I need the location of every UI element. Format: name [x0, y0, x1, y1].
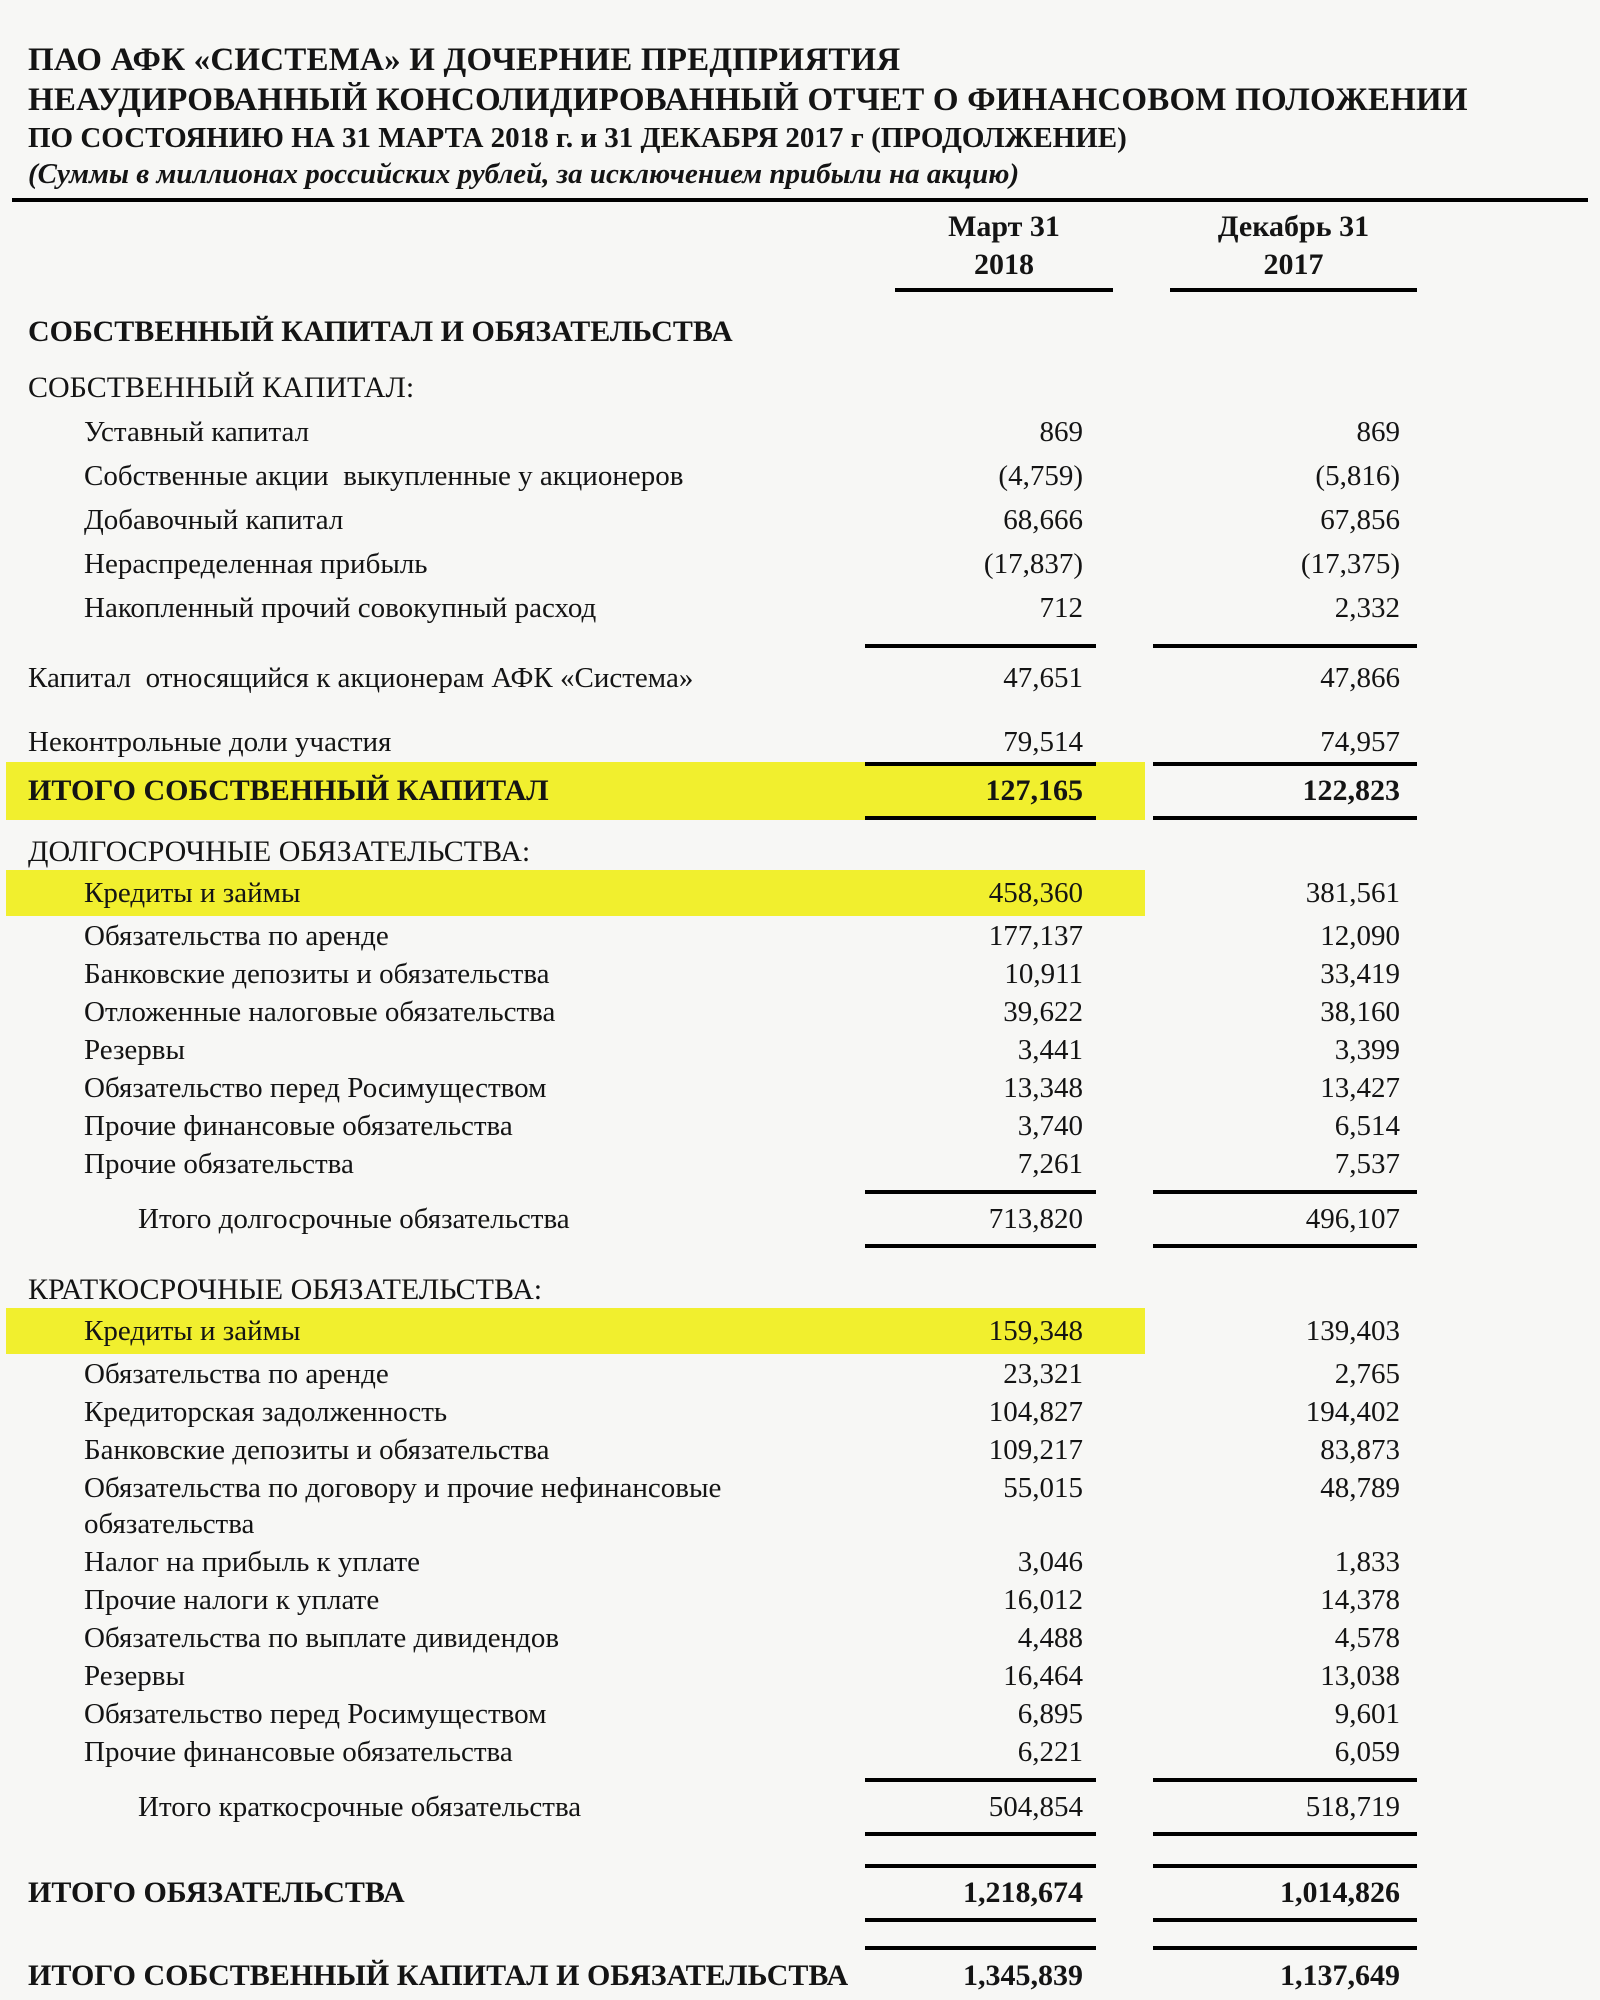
value-2018: 13,348: [1003, 1072, 1083, 1104]
column-header-dec-2017: [1170, 208, 1417, 292]
value-2017: 33,419: [1320, 958, 1400, 990]
value-2018: [865, 370, 1096, 406]
table-row: [0, 1432, 1600, 1468]
table-row: [0, 414, 1600, 450]
value-2017: 139,403: [1305, 1315, 1400, 1347]
row-label: Капитал относящийся к акционерам АФК «Система»: [28, 662, 694, 694]
value-2018: 3,740: [1017, 1110, 1083, 1142]
value-2018: 1,218,674: [865, 1864, 1096, 1922]
value-2017: 38,160: [1320, 996, 1400, 1028]
value-2017: [1153, 314, 1417, 350]
row-label: Кредиты и займы: [84, 1315, 301, 1347]
table-row: [0, 644, 1600, 696]
value-2018: 1,345,839: [865, 1946, 1096, 2000]
value-2018: [865, 834, 1096, 870]
value-2018: 39,622: [1003, 996, 1083, 1028]
table-row: [0, 502, 1600, 538]
row-label: СОБСТВЕННЫЙ КАПИТАЛ:: [28, 371, 415, 404]
table-row: [0, 1946, 1600, 2000]
row-label: Обязательства по аренде: [84, 920, 389, 952]
table-row: [0, 918, 1600, 954]
value-2018: [865, 314, 1096, 350]
value-2018: 713,820: [865, 1190, 1096, 1248]
table-row: [0, 314, 1600, 350]
value-2017: 74,957: [1320, 726, 1400, 758]
table-row: [0, 590, 1600, 626]
statement-dates: ПО СОСТОЯНИЮ НА 31 МАРТА 2018 г. и 31 ДЕКАБРЯ 2017 г (ПРОДОЛЖЕНИЕ): [28, 122, 1127, 154]
row-label: Прочие обязательства: [84, 1148, 354, 1180]
row-label: Налог на прибыль к уплате: [84, 1546, 421, 1578]
value-2017: 7,537: [1334, 1148, 1400, 1180]
table-row: [0, 956, 1600, 992]
value-2018: 4,488: [1017, 1622, 1083, 1654]
value-2017: 3,399: [1334, 1034, 1400, 1066]
value-2017: 13,038: [1320, 1660, 1400, 1692]
table-row: [0, 1356, 1600, 1392]
table-row: [0, 1696, 1600, 1732]
row-label: Обязательства по договору и прочие нефинансовые обязательства: [84, 1472, 729, 1540]
value-2017: 67,856: [1320, 504, 1400, 536]
table-row: [0, 1778, 1600, 1836]
value-2017: 2,765: [1334, 1358, 1400, 1390]
column-month-2: Декабрь 31: [1217, 210, 1370, 243]
company-title: ПАО АФК «СИСТЕМА» И ДОЧЕРНИЕ ПРЕДПРИЯТИЯ: [28, 42, 901, 78]
row-label: Прочие налоги к уплате: [84, 1584, 380, 1616]
value-2018: 7,261: [1017, 1148, 1083, 1180]
value-2018: 458,360: [988, 877, 1083, 909]
value-2018: (17,837): [983, 548, 1083, 580]
value-2018: 504,854: [865, 1778, 1096, 1836]
row-label: Итого краткосрочные обязательства: [138, 1791, 582, 1823]
value-2018: 23,321: [1003, 1358, 1083, 1390]
value-2017: [1153, 834, 1417, 870]
value-2018: 159,348: [988, 1315, 1083, 1347]
columns-header-spacer: [28, 208, 895, 292]
table-row: [0, 834, 1600, 870]
value-2018: 55,015: [1003, 1472, 1083, 1504]
table-row: [0, 994, 1600, 1030]
value-2017: 6,514: [1334, 1110, 1400, 1142]
value-2018: 79,514: [1003, 726, 1083, 758]
value-2018: 712: [1039, 592, 1083, 624]
table-row: [0, 458, 1600, 494]
table-row: [0, 1190, 1600, 1248]
row-label: Резервы: [84, 1660, 185, 1692]
value-2018: 10,911: [1004, 958, 1083, 990]
value-2018: 68,666: [1003, 504, 1083, 536]
value-2017: 9,601: [1334, 1698, 1400, 1730]
value-2017: 13,427: [1320, 1072, 1400, 1104]
row-label: Итого долгосрочные обязательства: [138, 1203, 570, 1235]
table-row: [0, 724, 1600, 760]
row-label: ИТОГО СОБСТВЕННЫЙ КАПИТАЛ И ОБЯЗАТЕЛЬСТВА: [28, 1959, 849, 1992]
units-note: (Суммы в миллионах российских рублей, за исключением прибыли на акцию): [28, 158, 1020, 190]
table-row: [0, 870, 1600, 916]
row-label: ИТОГО СОБСТВЕННЫЙ КАПИТАЛ: [28, 774, 549, 807]
value-2017: 194,402: [1305, 1396, 1400, 1428]
value-2018: 109,217: [988, 1434, 1083, 1466]
value-2017: (5,816): [1315, 460, 1400, 492]
table-row: [0, 1272, 1600, 1308]
value-2017: 496,107: [1153, 1190, 1417, 1248]
value-2017: 12,090: [1320, 920, 1400, 952]
row-label: Прочие финансовые обязательства: [84, 1110, 513, 1142]
value-2018: 47,651: [865, 644, 1096, 696]
table-row: [0, 1582, 1600, 1618]
value-2017: 122,823: [1153, 762, 1417, 820]
row-label: Неконтрольные доли участия: [28, 726, 392, 758]
value-2017: [1153, 1272, 1417, 1308]
table-row: [0, 1308, 1600, 1354]
row-label: Добавочный капитал: [84, 504, 344, 536]
value-2018: 869: [1039, 416, 1083, 448]
table-row: [0, 1864, 1600, 1922]
value-2017: 1,137,649: [1153, 1946, 1417, 2000]
value-2017: 14,378: [1320, 1584, 1400, 1616]
table-row: [0, 1658, 1600, 1694]
table-row: [0, 546, 1600, 582]
row-label: КРАТКОСРОЧНЫЕ ОБЯЗАТЕЛЬСТВА:: [28, 1273, 543, 1306]
table-row: [0, 762, 1600, 820]
value-2017: 1,833: [1334, 1546, 1400, 1578]
value-2018: 3,046: [1017, 1546, 1083, 1578]
table-row: [0, 1070, 1600, 1106]
value-2018: 177,137: [988, 920, 1083, 952]
row-label: Банковские депозиты и обязательства: [84, 1434, 550, 1466]
value-2017: 4,578: [1334, 1622, 1400, 1654]
row-label: ИТОГО ОБЯЗАТЕЛЬСТВА: [28, 1876, 405, 1909]
row-label: Банковские депозиты и обязательства: [84, 958, 550, 990]
value-2017: 48,789: [1320, 1472, 1400, 1504]
value-2017: [1153, 370, 1417, 406]
value-2018: (4,759): [998, 460, 1083, 492]
value-2017: 6,059: [1334, 1736, 1400, 1768]
value-2018: 127,165: [865, 762, 1096, 820]
table-row: [0, 370, 1600, 406]
row-label: Прочие финансовые обязательства: [84, 1736, 513, 1768]
column-year-1: 2018: [895, 246, 1113, 292]
row-label: Кредиты и займы: [84, 877, 301, 909]
row-label: Обязательство перед Росимуществом: [84, 1698, 547, 1730]
value-2018: 16,464: [1003, 1660, 1083, 1692]
document-header: [0, 40, 1600, 192]
row-label: Обязательство перед Росимуществом: [84, 1072, 547, 1104]
row-label: Нераспределенная прибыль: [84, 548, 428, 580]
table-row: [0, 1734, 1600, 1770]
value-2018: [865, 1272, 1096, 1308]
table-row: [0, 1032, 1600, 1068]
row-label: Обязательства по выплате дивидендов: [84, 1622, 560, 1654]
value-2018: 6,221: [1017, 1736, 1083, 1768]
table-row: [0, 1146, 1600, 1182]
row-label: ДОЛГОСРОЧНЫЕ ОБЯЗАТЕЛЬСТВА:: [28, 835, 531, 868]
value-2017: (17,375): [1300, 548, 1400, 580]
table-row: [0, 1544, 1600, 1580]
period-columns-header: [0, 208, 1600, 292]
row-label: Отложенные налоговые обязательства: [84, 996, 556, 1028]
value-2017: 2,332: [1334, 592, 1400, 624]
row-label: СОБСТВЕННЫЙ КАПИТАЛ И ОБЯЗАТЕЛЬСТВА: [28, 315, 733, 348]
value-2017: 381,561: [1305, 877, 1400, 909]
statement-title: НЕАУДИРОВАННЫЙ КОНСОЛИДИРОВАННЫЙ ОТЧЕТ О ФИНАНСОВОМ ПОЛОЖЕНИИ: [28, 82, 1468, 118]
header-rule: [12, 198, 1588, 202]
value-2017: 869: [1356, 416, 1400, 448]
row-label: Кредиторская задолженность: [84, 1396, 448, 1428]
value-2017: 1,014,826: [1153, 1864, 1417, 1922]
value-2017: 47,866: [1153, 644, 1417, 696]
value-2018: 3,441: [1017, 1034, 1083, 1066]
row-label: Резервы: [84, 1034, 185, 1066]
table-row: [0, 1470, 1600, 1542]
table-row: [0, 1620, 1600, 1656]
row-label: Уставный капитал: [84, 416, 310, 448]
table-row: [0, 1108, 1600, 1144]
table-row: [0, 1394, 1600, 1430]
column-year-2: 2017: [1170, 246, 1417, 292]
value-2018: 6,895: [1017, 1698, 1083, 1730]
value-2017: 518,719: [1153, 1778, 1417, 1836]
column-month-1: Март 31: [948, 210, 1060, 243]
value-2017: 83,873: [1320, 1434, 1400, 1466]
statement-rows: [0, 314, 1600, 2000]
row-label: Собственные акции выкупленные у акционеров: [84, 460, 684, 492]
value-2018: 104,827: [988, 1396, 1083, 1428]
row-label: Накопленный прочий совокупный расход: [84, 592, 597, 624]
value-2018: 16,012: [1003, 1584, 1083, 1616]
row-label: Обязательства по аренде: [84, 1358, 389, 1390]
column-header-mar-2018: [895, 208, 1113, 292]
